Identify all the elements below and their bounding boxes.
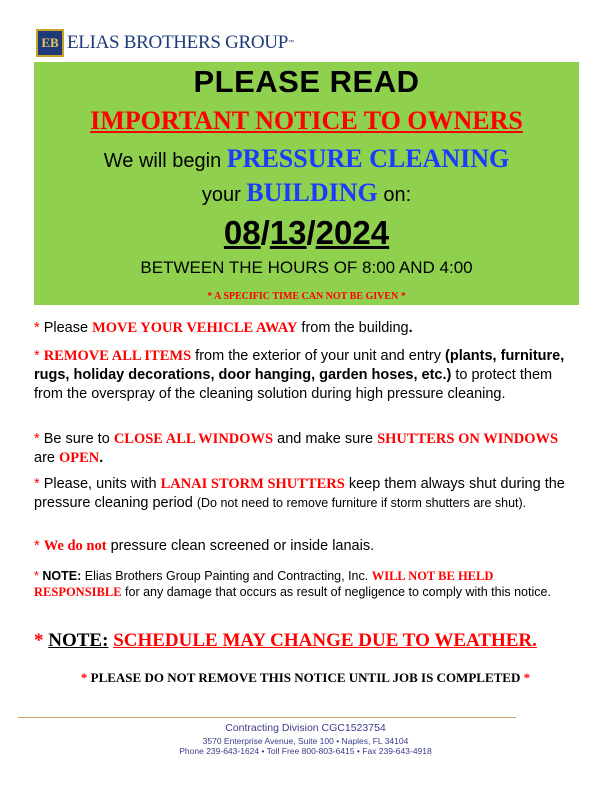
bullet-star: * [34,476,40,492]
date-day: 13 [269,214,307,251]
eb-monogram-icon: EB [36,29,64,57]
item-text: from the building [301,320,409,336]
banner-title: PLEASE READ [193,64,420,99]
bullet-star: * [34,431,40,447]
item-text: . [99,450,104,466]
building-text: BUILDING [246,178,378,207]
footer-address: 3570 Enterprise Avenue, Suite 100 • Naples, FL 34104 [202,736,409,746]
date-year: 2024 [315,214,390,251]
item-text: for any damage that occurs as result of negligence to comply with this notice. [125,585,551,599]
notice-item-lanai-shutters [34,475,579,513]
start-date [34,214,579,252]
building-line [34,178,579,208]
banner-subtitle: IMPORTANT NOTICE TO OWNERS [90,106,523,135]
pressure-cleaning-text: PRESSURE CLEANING [226,144,510,173]
item-text: to protect them from the overspray of the cleaning solution during high pressure cleaning. [34,367,553,402]
item-highlight: WILL NOT BE HELD RESPONSIBLE [34,569,494,599]
building-prefix: your [201,184,241,206]
bullet-star: * [34,320,40,336]
item-text: Please [43,320,89,336]
company-logo [36,27,294,59]
item-highlight: LANAI STORM SHUTTERS [160,476,345,492]
date-month: 08 [223,214,261,251]
item-text: Please, units with [43,476,157,492]
working-hours: BETWEEN THE HOURS OF 8:00 AND 4:00 [140,258,473,277]
item-highlight: SHUTTERS ON WINDOWS [377,431,559,447]
do-not-remove-notice [0,670,611,686]
item-text: pressure clean screened or inside lanais. [110,538,375,554]
note-label: NOTE: [48,630,109,651]
notice-item-vehicle [34,319,579,338]
date-separator: / [260,214,270,251]
company-name: ELIAS BROTHERS GROUP [67,32,288,53]
building-suffix: on: [383,184,412,206]
trademark-symbol: ™ [287,40,294,46]
item-text: keep them always shut during the pressure cleaning period [34,476,565,511]
footer-phones: Phone 239-643-1624 • Toll Free 800-803-6415 • Fax 239-643-4918 [179,746,432,756]
footer-divider [18,717,516,718]
weather-warning: SCHEDULE MAY CHANGE DUE TO WEATHER. [113,630,537,651]
begin-prefix: We will begin [103,150,222,172]
notice-item-remove-items [34,347,579,404]
item-text: are [34,450,55,466]
item-highlight: CLOSE ALL WINDOWS [113,431,274,447]
item-highlight: We do not [43,538,107,554]
bullet-star: * [523,670,531,685]
item-highlight: MOVE YOUR VEHICLE AWAY [92,320,298,336]
notice-item-weather [34,630,579,652]
bullet-star: * [34,348,40,364]
item-text: from the exterior of your unit and entry [195,348,441,364]
notice-item-windows [34,430,579,468]
note-label: NOTE: [42,569,82,583]
bullet-star: * [34,630,44,651]
date-separator: / [306,214,316,251]
item-text: . [408,320,413,336]
bullet-star: * [80,670,88,685]
notice-item-lanais [34,537,579,556]
item-text: Be sure to [43,431,110,447]
item-highlight: OPEN [59,450,100,466]
item-small-text: (Do not need to remove furniture if storm shutters are shut). [196,496,527,510]
do-not-remove-text: PLEASE DO NOT REMOVE THIS NOTICE UNTIL JOB IS COMPLETED [90,670,521,685]
item-bold-text: (plants, furniture, rugs, holiday decorations, door hanging, garden hoses, etc.) [34,348,565,383]
item-text: and make sure [277,431,374,447]
notice-item-liability [34,568,579,600]
bullet-star: * [34,538,40,554]
notice-banner [34,62,579,305]
footer-division: Contracting Division CGC1523754 [225,722,386,734]
begin-line [34,144,579,174]
item-text: Elias Brothers Group Painting and Contracting, Inc. [84,569,369,583]
bullet-star: * [34,569,39,583]
item-highlight: REMOVE ALL ITEMS [43,348,192,364]
specific-time-warning: * A SPECIFIC TIME CAN NOT BE GIVEN * [207,291,406,302]
